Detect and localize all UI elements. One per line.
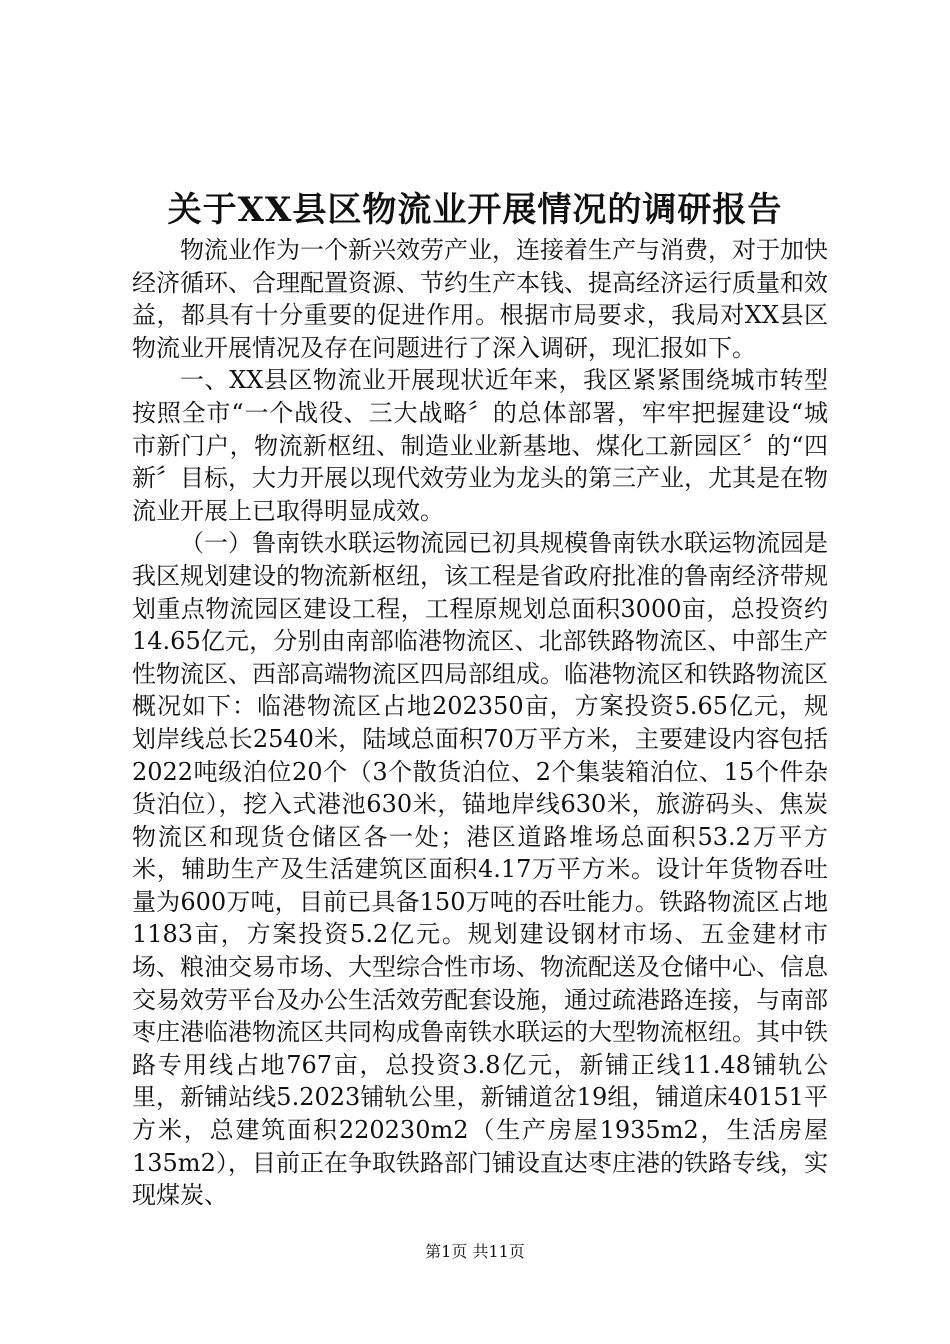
paragraph-section-1: 一、XX县区物流业开展现状近年来，我区紧紧围绕城市转型按照全市“一个战役、三大战略〞的总体部署，牢牢把握建设“城市新门户，物流新枢纽、制造业业新基地、煤化工新园区〞的“四新〞目标，大力开展以现代效劳业为龙头的第三产业，尤其是在物流业开展上已取得明显成效。 [132,366,828,525]
paragraph-intro: 物流业作为一个新兴效劳产业，连接着生产与消费，对于加快经济循环、合理配置资源、节约生产本钱、提高经济运行质量和效益，都具有十分重要的促进作用。根据市局要求，我局对XX县区物流业开展情况及存在问题进行了深入调研，现汇报如下。 [132,236,828,362]
document-body [132,234,828,1212]
document-title: 关于XX县区物流业开展情况的调研报告 [167,190,783,230]
paragraph-subsection-1: （一）鲁南铁水联运物流园已初具规模鲁南铁水联运物流园是我区规划建设的物流新枢纽，该工程是省政府批准的鲁南经济带规划重点物流园区建设工程，工程原规划总面积3000亩，总投资约14.65亿元，分别由南部临港物流区、北部铁路物流区、中部生产性物流区、西部高端物流区四局部组成。临港物流区和铁路物流区概况如下：临港物流区占地202350亩，方案投资5.65亿元，规划岸线总长2540米，陆域总面积70万平方米，主要建设内容包括2022吨级泊位20个（3个散货泊位、2个集装箱泊位、15个件杂货泊位），挖入式港池630米，锚地岸线630米，旅游码头、焦炭物流区和现货仓储区各一处；港区道路堆场总面积53.2万平方米，辅助生产及生活建筑区面积4.17万平方米。设计年货物吞吐量为600万吨，目前已具备150万吨的吞吐能力。铁路物流区占地1183亩，方案投资5.2亿元。规划建设钢材市场、五金建材市场、粮油交易市场、大型综合性市场、物流配送及仓储中心、信息交易效劳平台及办公生活效劳配套设施，通过疏港路连接，与南部枣庄港临港物流区共同构成鲁南铁水联运的大型物流枢纽。其中铁路专用线占地767亩，总投资3.8亿元，新铺正线11.48铺轨公里，新铺站线5.2023铺轨公里，新铺道岔19组，铺道床40151平方米，总建筑面积220230m2（生产房屋1935m2，生活房屋135m2），目前正在争取铁路部门铺设直达枣庄港的铁路专线，实现煤炭、 [132,529,828,1210]
page-number: 第1页 共11页 [425,1242,525,1261]
